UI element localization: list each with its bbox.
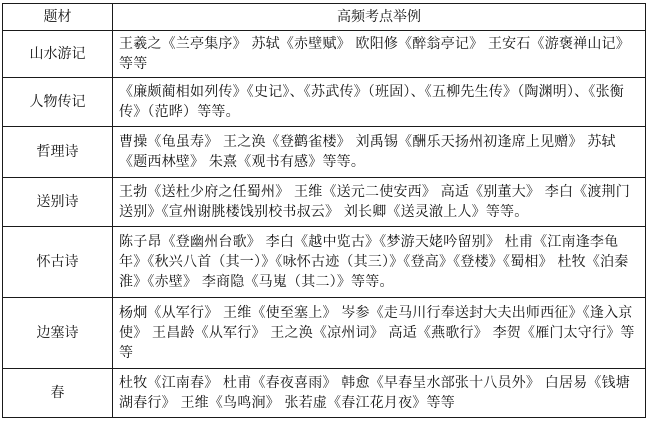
table-row-philosophy-poem (3, 127, 646, 178)
header-topic: 题材 (3, 4, 113, 31)
topic-cell: 边塞诗 (3, 298, 113, 369)
works-cell: 《廉颇蔺相如列传》《史记》、《苏武传》（班固）、《五柳先生传》（陶渊明）、《张衡传》（范晔）等等。 (113, 78, 646, 127)
topic-cell: 人物传记 (3, 78, 113, 127)
works-cell: 陈子昂《登幽州台歌》 李白《越中览古》《梦游天姥吟留别》 杜甫《江南逢李龟年》《秋兴八首（其一）》《咏怀古迹（其三）》《登高》《登楼》《蜀相》 杜牧《泊秦淮》《赤壁》 李商隐《马嵬（其二）》等等。 (113, 227, 646, 298)
topic-cell: 送别诗 (3, 178, 113, 227)
works-cell: 王羲之《兰亭集序》 苏轼《赤壁赋》 欧阳修《醉翁亭记》 王安石《游褒禅山记》等等 (113, 31, 646, 78)
table-row-landscape (3, 31, 646, 78)
table-row-farewell-poem (3, 178, 646, 227)
table-row-frontier-poem (3, 298, 646, 369)
topic-cell: 怀古诗 (3, 227, 113, 298)
works-cell: 曹操《龟虽寿》 王之涣《登鹳雀楼》 刘禹锡《酬乐天扬州初逢席上见赠》 苏轼《题西林壁》 朱熹《观书有感》等等。 (113, 127, 646, 178)
topic-cell: 哲理诗 (3, 127, 113, 178)
table-row-biography (3, 78, 646, 127)
table-header-row (3, 4, 646, 31)
table-row-nostalgia-poem (3, 227, 646, 298)
header-works: 高频考点举例 (113, 4, 646, 31)
works-cell: 王勃《送杜少府之任蜀州》 王维《送元二使安西》 高适《别董大》 李白《渡荆门送别》《宣州谢朓楼饯别校书叔云》 刘长卿《送灵澈上人》等等。 (113, 178, 646, 227)
table-row-spring (3, 369, 646, 418)
topic-cell: 山水游记 (3, 31, 113, 78)
works-cell: 杨炯《从军行》 王维《使至塞上》 岑参《走马川行奉送封大夫出师西征》《逢入京使》 王昌龄《从军行》 王之涣《凉州词》 高适《燕歌行》 李贺《雁门太守行》等等 (113, 298, 646, 369)
works-cell: 杜牧《江南春》 杜甫《春夜喜雨》 韩愈《早春呈水部张十八员外》 白居易《钱塘湖春行》 王维《鸟鸣涧》 张若虚《春江花月夜》等等 (113, 369, 646, 418)
topic-cell: 春 (3, 369, 113, 418)
topic-examples-table (2, 3, 646, 418)
